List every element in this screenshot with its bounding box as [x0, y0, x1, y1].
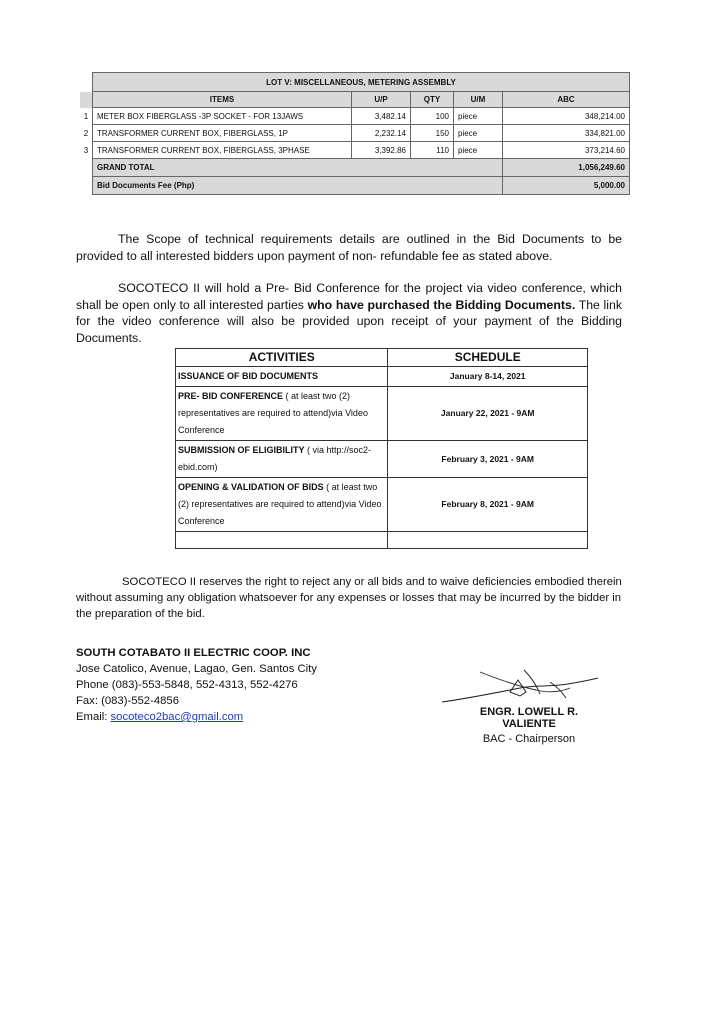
- abc-value: 348,214.00: [503, 108, 630, 125]
- schedule-row: [176, 367, 588, 387]
- row-number: 2: [83, 128, 89, 138]
- col-schedule: SCHEDULE: [388, 349, 588, 367]
- email-link[interactable]: socoteco2bac@gmail.com: [110, 711, 244, 723]
- table-row: [80, 108, 630, 125]
- address: Jose Catolico, Avenue, Lagao, Gen. Santos City: [76, 663, 317, 675]
- org-name: SOUTH COTABATO II ELECTRIC COOP. INC: [76, 647, 311, 659]
- reservation-paragraph: SOCOTECO II reserves the right to reject any or all bids and to waive deficiencies embodied therein without assuming any obligation whatsoever for any expenses or losses that may be incurred by the bidder in the preparation of the bid.: [76, 576, 622, 620]
- schedule-row: PRE- BID CONFERENCE ( at least two (2) representatives are required to attend)via Video Conference January 22, 2021 - 9AM: [176, 387, 588, 441]
- unit-measure: piece: [454, 108, 503, 125]
- col-um: U/M: [454, 92, 503, 108]
- col-qty: QTY: [411, 92, 454, 108]
- activity-title: PRE- BID CONFERENCE: [178, 391, 284, 401]
- activity-title: SUBMISSION OF ELIGIBILITY: [178, 445, 305, 455]
- unit-measure: piece: [454, 142, 503, 159]
- bid-fee-value: 5,000.00: [503, 177, 630, 195]
- col-up: U/P: [352, 92, 411, 108]
- quantity: 100: [411, 108, 454, 125]
- unit-measure: piece: [454, 125, 503, 142]
- abc-value: 373,214.60: [503, 142, 630, 159]
- unit-price: 3,482.14: [352, 108, 411, 125]
- item-name: METER BOX FIBERGLASS -3P SOCKET - FOR 13JAWS: [93, 108, 352, 125]
- email-label: Email:: [76, 711, 111, 723]
- quantity: 110: [411, 142, 454, 159]
- schedule-row: OPENING & VALIDATION OF BIDS ( at least two (2) representatives are required to attend)via Video Conference February 8, 2021 - 9AM: [176, 478, 588, 532]
- activity-date: February 8, 2021 - 9AM: [388, 478, 588, 532]
- table-row: [80, 142, 630, 159]
- schedule-table: [175, 348, 588, 549]
- quantity: 150: [411, 125, 454, 142]
- signature-image: [440, 662, 600, 710]
- activity-date: February 3, 2021 - 9AM: [388, 441, 588, 478]
- contact-block: [76, 645, 416, 725]
- signatory-block: [454, 706, 604, 745]
- fax: Fax: (083)-552-4856: [76, 695, 179, 707]
- row-number: 1: [83, 111, 89, 121]
- activity-title: ISSUANCE OF BID DOCUMENTS: [178, 371, 319, 381]
- schedule-row: SUBMISSION OF ELIGIBILITY ( via http://soc2-ebid.com) February 3, 2021 - 9AM: [176, 441, 588, 478]
- unit-price: 2,232.14: [352, 125, 411, 142]
- signatory-title: BAC - Chairperson: [482, 733, 576, 745]
- prebid-paragraph: SOCOTECO II will hold a Pre- Bid Conference for the project via video conference, which shall be open only to all interested parties who have purchased the Bidding Documents. The link for the video conference will also be provided upon receipt of your payment of the Bidding Documents.: [76, 281, 622, 345]
- unit-price: 3,392.86: [352, 142, 411, 159]
- schedule-row-empty: [176, 532, 588, 549]
- abc-value: 334,821.00: [503, 125, 630, 142]
- table-row: [80, 125, 630, 142]
- lot-title: LOT V: MISCELLANEOUS, METERING ASSEMBLY: [93, 73, 630, 92]
- scope-paragraph: The Scope of technical requirements details are outlined in the Bid Documents to be provided to all interested bidders upon payment of non- refundable fee as stated above.: [76, 232, 622, 263]
- phone: Phone (083)-553-5848, 552-4313, 552-4276: [76, 679, 298, 691]
- bid-fee-label: Bid Documents Fee (Php): [93, 177, 503, 195]
- item-name: TRANSFORMER CURRENT BOX, FIBERGLASS, 3PHASE: [93, 142, 352, 159]
- col-abc: ABC: [503, 92, 630, 108]
- signatory-name: ENGR. LOWELL R. VALIENTE: [479, 706, 579, 730]
- col-items: ITEMS: [93, 92, 352, 108]
- item-name: TRANSFORMER CURRENT BOX, FIBERGLASS, 1P: [93, 125, 352, 142]
- col-activities: ACTIVITIES: [176, 349, 388, 367]
- lot-table: [80, 72, 630, 195]
- emphasis-text: who have purchased the Bidding Documents.: [307, 297, 576, 312]
- activity-date: January 22, 2021 - 9AM: [388, 387, 588, 441]
- activity-title: OPENING & VALIDATION OF BIDS: [178, 482, 324, 492]
- grand-total-label: GRAND TOTAL: [93, 159, 503, 177]
- row-number: 3: [83, 145, 89, 155]
- activity-date: January 8-14, 2021: [388, 367, 588, 387]
- grand-total-value: 1,056,249.60: [503, 159, 630, 177]
